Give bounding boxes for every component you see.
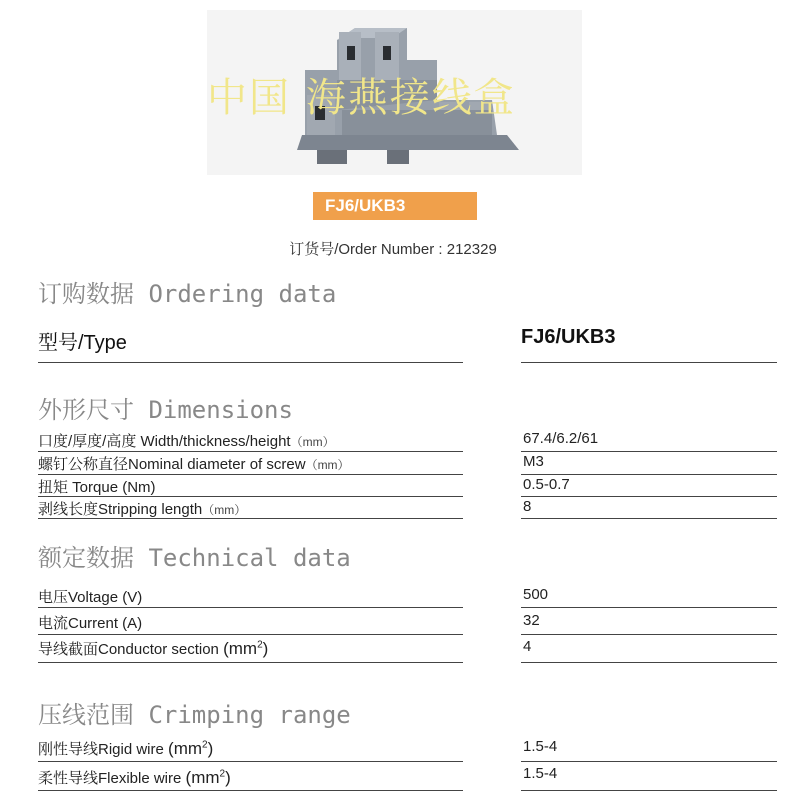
dimension-row [38, 498, 246, 519]
row-label: 导线截面Conductor section [38, 641, 219, 658]
row-label: 电流Current (A) [38, 615, 143, 632]
row-label: 扭矩 Torque (Nm) [38, 479, 156, 496]
divider [38, 662, 463, 663]
section-title-ordering: 订购数据 Ordering data [38, 280, 337, 308]
divider [521, 662, 777, 663]
type-label: 型号/Type [38, 332, 127, 354]
row-value: 0.5-0.7 [523, 476, 570, 493]
row-unit [223, 639, 268, 658]
row-value: 1.5-4 [523, 738, 558, 755]
technical-row [38, 612, 142, 633]
divider [521, 761, 777, 762]
model-badge: FJ6/UKB3 [313, 192, 477, 220]
watermark: 中国 海燕接线盒 [207, 75, 516, 121]
row-label: 剥线长度Stripping length [38, 501, 203, 518]
unit-close: ) [207, 739, 214, 758]
unit-superscript: 2 [219, 768, 226, 780]
divider [521, 607, 777, 608]
row-value: M3 [523, 453, 544, 470]
divider [38, 362, 463, 363]
unit-text: (mm [185, 768, 220, 787]
divider [521, 518, 777, 519]
row-value: 1.5-4 [523, 765, 558, 782]
technical-row [38, 638, 268, 659]
divider [38, 451, 463, 452]
row-label: 电压Voltage (V) [38, 589, 143, 606]
row-label: 刚性导线Rigid wire [38, 741, 164, 758]
crimping-row [38, 738, 213, 759]
section-title-crimping: 压线范围 Crimping range [38, 701, 351, 729]
dimension-row [38, 476, 156, 497]
unit-superscript: 2 [202, 739, 208, 751]
row-label: 柔性导线Flexible wire [38, 770, 182, 787]
row-value: 500 [523, 586, 549, 603]
row-value: 8 [523, 498, 532, 515]
divider [521, 790, 777, 791]
divider [521, 474, 777, 475]
unit-text: (mm [223, 639, 258, 658]
divider [38, 496, 463, 497]
technical-row [38, 586, 142, 607]
unit-close: ) [262, 639, 269, 658]
section-title-dimensions: 外形尺寸 Dimensions [38, 396, 293, 424]
divider [38, 634, 463, 635]
unit-text: (mm [168, 739, 203, 758]
divider [521, 451, 777, 452]
row-unit: （mm） [305, 458, 350, 472]
unit-close: ) [225, 768, 231, 787]
row-unit: （mm） [290, 435, 335, 449]
dimension-row [38, 430, 335, 451]
crimping-row [38, 767, 231, 788]
divider [521, 634, 777, 635]
order-number: 订货号/Order Number : 212329 [289, 241, 497, 258]
type-value: FJ6/UKB3 [521, 326, 616, 348]
divider [38, 518, 463, 519]
divider [38, 790, 463, 791]
row-unit [186, 768, 231, 787]
dimension-row [38, 453, 350, 474]
divider [521, 496, 777, 497]
row-unit [168, 739, 213, 758]
divider [38, 761, 463, 762]
row-label: 口度/厚度/高度 Width/thickness/height [38, 433, 291, 450]
row-label: 螺钉公称直径Nominal diameter of screw [38, 456, 306, 473]
unit-superscript: 2 [257, 639, 263, 651]
divider [38, 607, 463, 608]
divider [38, 474, 463, 475]
divider [521, 362, 777, 363]
section-title-technical: 额定数据 Technical data [38, 544, 351, 572]
row-value: 4 [523, 638, 532, 655]
row-value: 32 [523, 612, 540, 629]
row-unit: （mm） [202, 503, 247, 517]
row-value: 67.4/6.2/61 [523, 430, 599, 447]
